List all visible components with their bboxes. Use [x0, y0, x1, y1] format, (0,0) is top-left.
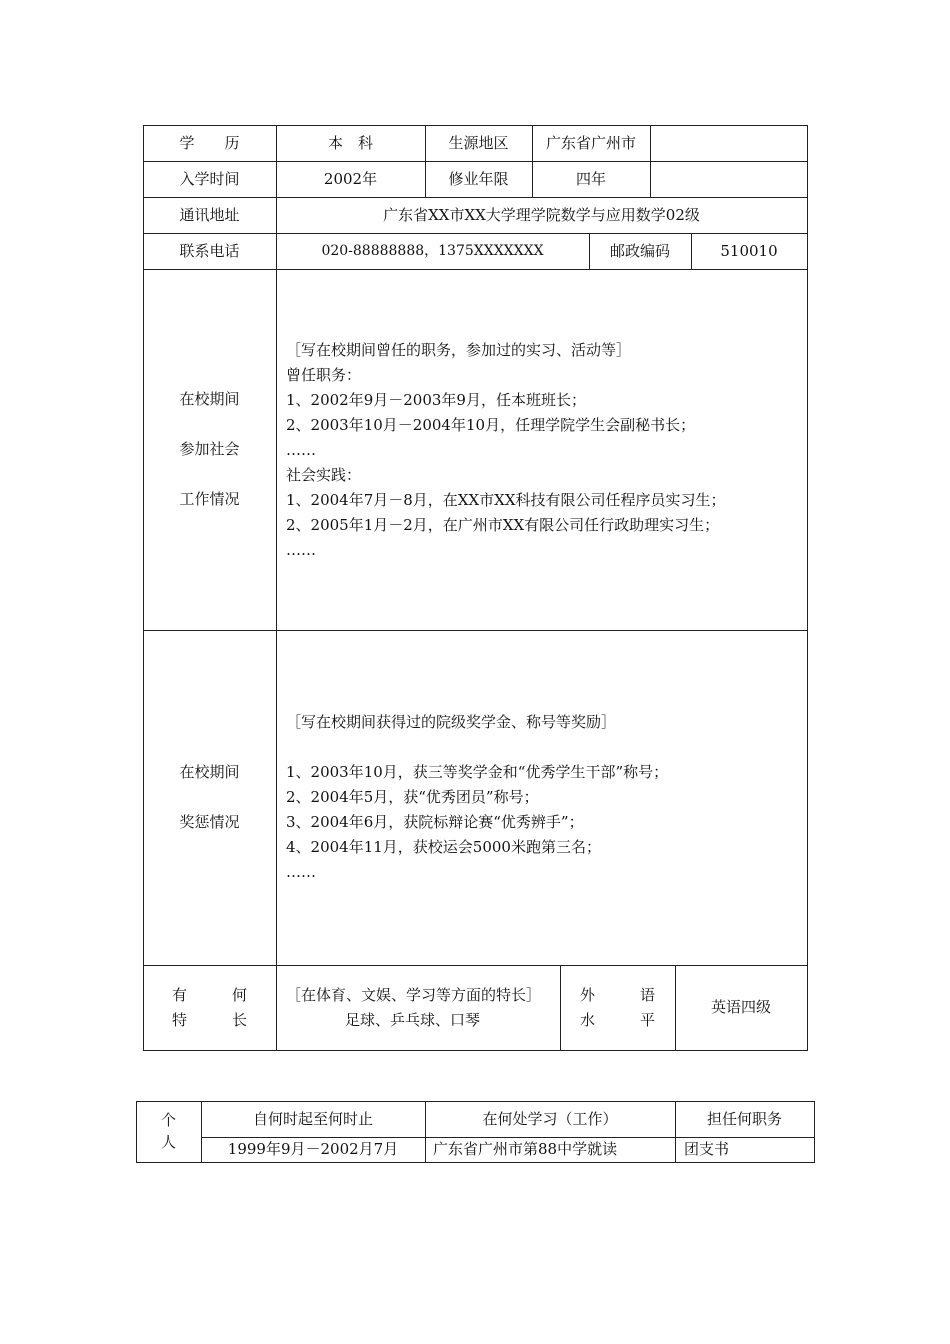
enroll-time-value: 2002年	[323, 170, 378, 188]
history-row-period: 1999年9月－2002月7月	[227, 1140, 399, 1158]
activities-line: ……	[286, 541, 316, 559]
activities-line: 1、2002年9月－2003年9月，任本班班长；	[286, 391, 586, 409]
activities-label-line3: 工作情况	[179, 490, 240, 508]
origin-label: 生源地区	[448, 134, 509, 152]
specialty-label-line1: 有 何	[171, 986, 247, 1004]
education-value: 本 科	[327, 134, 373, 152]
zip-value: 510010	[720, 242, 778, 260]
study-years-value: 四年	[575, 170, 606, 188]
study-years-label: 修业年限	[448, 170, 509, 188]
history-side-label-line1: 个	[160, 1111, 176, 1129]
awards-line: 2、2004年5月，获“优秀团员”称号；	[286, 788, 539, 806]
history-header-position: 担任何职务	[706, 1110, 782, 1128]
activities-label-line1: 在校期间	[179, 390, 240, 408]
awards-line: 1、2003年10月，获三等奖学金和“优秀学生干部”称号；	[286, 763, 669, 781]
awards-label-line2: 奖惩情况	[179, 813, 240, 831]
history-row-position: 团支书	[684, 1140, 730, 1158]
activities-line: 2、2005年1月－2月，在广州市XX有限公司任行政助理实习生；	[286, 516, 720, 534]
activities-line: 1、2004年7月－8月，在XX市XX科技有限公司任程序员实习生；	[286, 491, 726, 509]
address-label: 通讯地址	[179, 206, 240, 224]
activities-content	[286, 338, 726, 563]
activities-label-line2: 参加社会	[179, 440, 240, 458]
history-header-place: 在何处学习（工作）	[482, 1110, 618, 1128]
awards-content	[286, 760, 668, 885]
language-label-line1: 外 语	[579, 986, 655, 1004]
awards-label-line1: 在校期间	[179, 763, 240, 781]
enroll-time-label: 入学时间	[179, 170, 240, 188]
phone-value: 020-88888888，1375XXXXXXX	[321, 243, 544, 259]
activities-line: 2、2003年10月－2004年10月，任理学院学生会副秘书长；	[286, 416, 696, 434]
education-label: 学 历	[179, 134, 240, 152]
history-header-period: 自何时起至何时止	[252, 1110, 373, 1128]
activities-line: 社会实践：	[286, 466, 362, 484]
activities-line: ……	[286, 441, 316, 459]
address-value: 广东省XX市XX大学理学院数学与应用数学02级	[383, 206, 700, 224]
awards-line: 3、2004年6月，获院标辩论赛“优秀辨手”；	[286, 813, 584, 831]
specialty-label-line2: 特 长	[171, 1011, 247, 1029]
awards-line: 4、2004年11月，获校运会5000米跑第三名；	[286, 838, 601, 856]
history-side-label-line2: 人	[160, 1133, 176, 1151]
awards-line: ……	[286, 863, 316, 881]
phone-label: 联系电话	[179, 242, 240, 260]
specialty-value: 足球、乒乓球、口琴	[345, 1011, 481, 1029]
history-row-place: 广东省广州市第88中学就读	[433, 1140, 618, 1158]
activities-line: 曾任职务：	[286, 366, 362, 384]
language-value: 英语四级	[710, 998, 771, 1016]
language-label-line2: 水 平	[579, 1011, 655, 1029]
awards-note: ［写在校期间获得过的院级奖学金、称号等奖励］	[286, 713, 617, 731]
origin-value: 广东省广州市	[545, 134, 636, 152]
activities-line: ［写在校期间曾任的职务，参加过的实习、活动等］	[286, 341, 632, 359]
specialty-note: ［在体育、文娱、学习等方面的特长］	[286, 986, 542, 1004]
zip-label: 邮政编码	[609, 242, 670, 260]
